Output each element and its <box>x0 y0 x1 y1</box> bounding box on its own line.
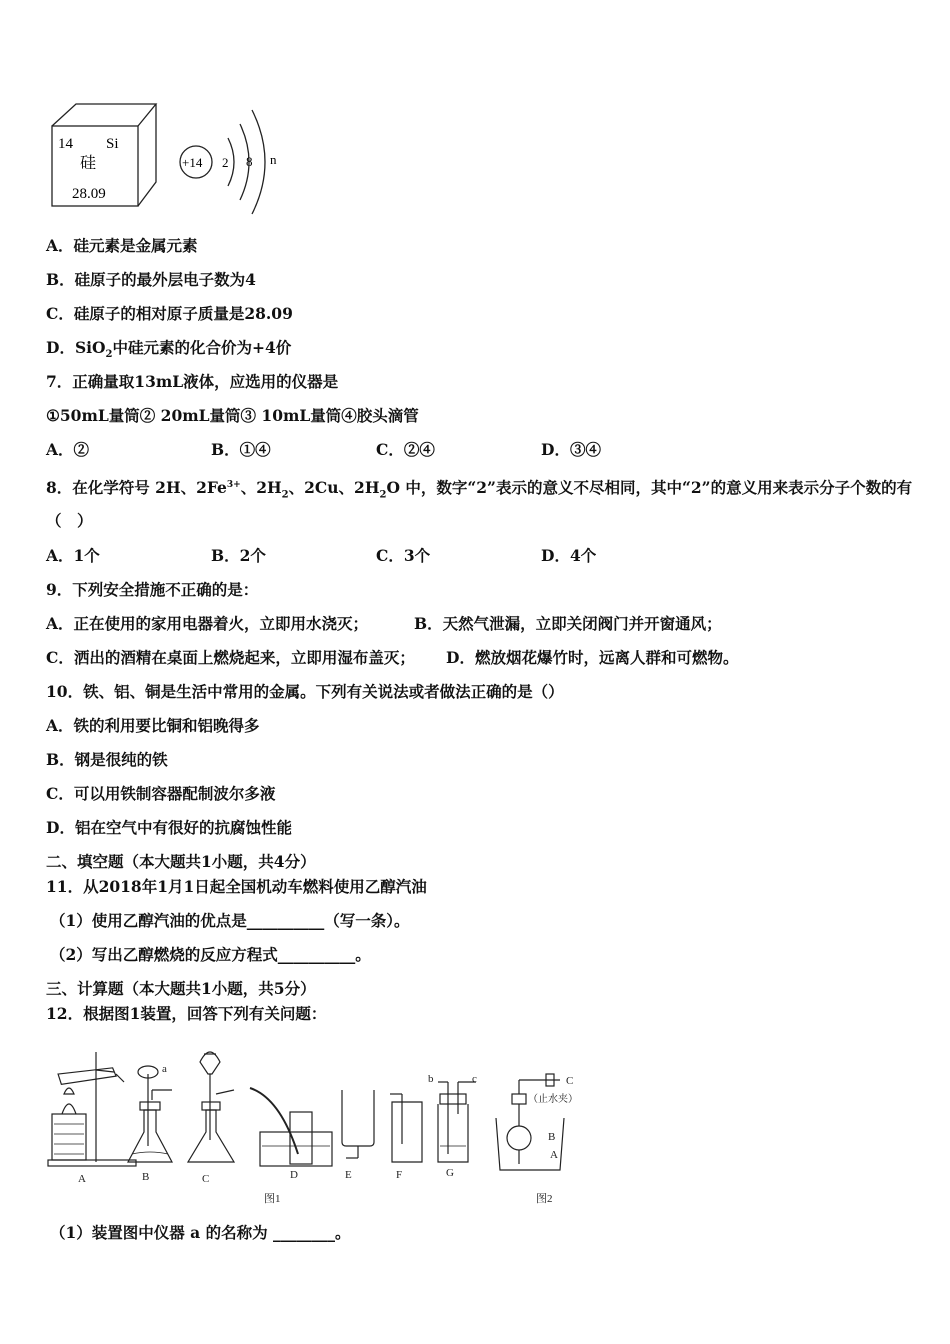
element-number: 14 <box>58 136 73 152</box>
apparatus-label-lower-b: b <box>428 1073 434 1085</box>
apparatus-label-f: F <box>396 1169 403 1181</box>
fig2-label-c: C <box>566 1075 574 1087</box>
q7-stem: 7．正确量取13mL液体，应选用的仪器是 <box>46 372 339 391</box>
q12-part1: （1）装置图中仪器 a 的名称为 ________。 <box>50 1223 351 1242</box>
apparatus-label-e: E <box>345 1169 352 1181</box>
q6-option-c: C．硅原子的相对原子质量是28.09 <box>46 304 293 323</box>
q9-option-c: C．洒出的酒精在桌面上燃烧起来，立即用湿布盖灭； <box>46 648 415 667</box>
q11-part2: （2）写出乙醇燃烧的反应方程式__________。 <box>50 945 371 964</box>
q8-stem: 8．在化学符号 2H、$2Fe^{3+}$、$2H_2$、2Cu、$2H_2O$ 中，数字“2”表示的意义不尽相同，其中“2”的意义用来表示分子个数的有 <box>46 478 913 501</box>
q7-choices: ①50mL量筒② 20mL量筒③ 10mL量筒④胶头滴管 <box>46 406 419 425</box>
q8-option-c: C．3个 <box>376 546 431 565</box>
apparatus-label-lower-c: c <box>472 1073 477 1085</box>
q10-option-c: C．可以用铁制容器配制波尔多液 <box>46 784 276 803</box>
q9-options-ab <box>46 614 722 634</box>
apparatus-figure <box>40 1034 600 1212</box>
q11-part1: （1）使用乙醇汽油的优点是__________（写一条）。 <box>50 911 410 930</box>
q9-stem: 9．下列安全措施不正确的是： <box>46 580 259 599</box>
q7-option-a: A．② <box>46 440 90 459</box>
apparatus-label-a: A <box>78 1173 86 1185</box>
q8-option-b: B．2个 <box>211 546 266 565</box>
fig2-label-b: B <box>548 1131 556 1143</box>
q8-options <box>46 546 596 566</box>
section3-title: 三、计算题（本大题共1小题，共5分） <box>46 979 316 998</box>
q7-option-c: C．②④ <box>376 440 435 459</box>
q7-options <box>46 440 601 460</box>
apparatus-label-b: B <box>142 1171 150 1183</box>
q10-option-d: D．铝在空气中有很好的抗腐蚀性能 <box>46 818 292 837</box>
shell-3-electrons: n <box>270 152 277 167</box>
q9-option-b: B．天然气泄漏，立即关闭阀门并开窗通风； <box>414 614 722 633</box>
element-symbol: Si <box>106 136 119 152</box>
q6-option-d: D．SiO$_2$中硅元素的化合价为+4价 <box>46 338 292 361</box>
q8-option-a: A．1个 <box>46 546 100 565</box>
q7-option-b: B．①④ <box>211 440 271 459</box>
q10-option-b: B．钢是很纯的铁 <box>46 750 168 769</box>
q9-option-a: A．正在使用的家用电器着火，立即用水浇灭； <box>46 614 369 633</box>
section2-title: 二、填空题（本大题共1小题，共4分） <box>46 852 316 871</box>
figure2-caption: 图2 <box>536 1193 553 1205</box>
q8-option-d: D．4个 <box>541 546 597 565</box>
q6-option-a: A．硅元素是金属元素 <box>46 236 198 255</box>
q8-answer-bracket: （ ） <box>46 511 93 530</box>
q9-option-d: D．燃放烟花爆竹时，远离人群和可燃物。 <box>446 648 739 667</box>
q12-stem: 12．根据图1装置，回答下列有关问题： <box>46 1004 327 1023</box>
apparatus-label-lower-a: a <box>162 1063 167 1075</box>
apparatus-label-c: C <box>202 1173 210 1185</box>
element-name: 硅 <box>80 155 97 172</box>
q7-option-d: D．③④ <box>541 440 601 459</box>
apparatus-label-g: G <box>446 1167 454 1179</box>
silicon-element-figure <box>44 98 294 223</box>
q9-options-cd <box>46 648 738 668</box>
figure1-caption: 图1 <box>264 1193 281 1205</box>
shell-1-electrons: 2 <box>222 155 229 170</box>
q6-option-b: B．硅原子的最外层电子数为4 <box>46 270 256 289</box>
element-mass: 28.09 <box>72 186 106 202</box>
q10-option-a: A．铁的利用要比铜和铝晚得多 <box>46 716 260 735</box>
apparatus-label-d: D <box>290 1169 298 1181</box>
q11-stem: 11．从2018年1月1日起全国机动车燃料使用乙醇汽油 <box>46 877 427 896</box>
nucleus-charge: +14 <box>182 155 203 170</box>
fig2-label-a: A <box>550 1149 558 1161</box>
shell-2-electrons: 8 <box>246 154 253 169</box>
clamp-label: （止水夹） <box>528 1094 578 1105</box>
q10-stem: 10．铁、铝、铜是生活中常用的金属。下列有关说法或者做法正确的是（） <box>46 682 564 701</box>
